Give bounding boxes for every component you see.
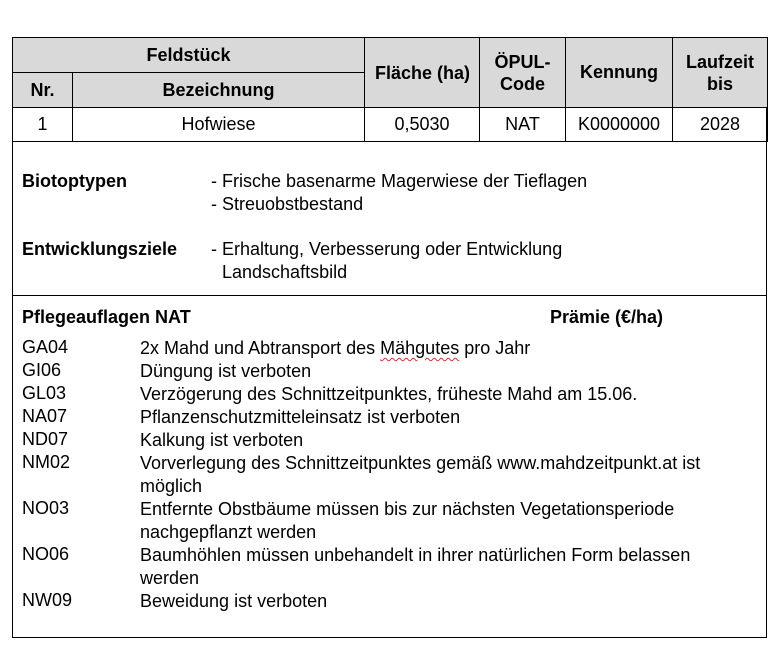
auflage-text: Beweidung ist verboten xyxy=(140,591,328,611)
auflage-code: ND07 xyxy=(22,429,69,449)
auflage-text: Düngung ist verboten xyxy=(140,361,312,381)
row-bezeichnung: Hofwiese xyxy=(73,108,365,142)
auflage-code: NW09 xyxy=(22,590,73,610)
auflage-text: Pflanzenschutzmitteleinsatz ist verboten xyxy=(140,407,461,427)
auflage-text: Baumhöhlen müssen unbehandelt in ihrer natürlichen Form belassen werden xyxy=(140,545,691,588)
biotop-section xyxy=(12,145,767,296)
feldstueck-table xyxy=(12,37,768,142)
table-row xyxy=(13,108,768,142)
auflage-text: Entfernte Obstbäume müssen bis zur nächsten Vegetationsperiode nachgepflanzt werden xyxy=(140,499,675,542)
biotop-item: - Frische basenarme Magerwiese der Tieflagen xyxy=(211,171,588,191)
row-opul-code: NAT xyxy=(480,108,566,142)
feldstueck-header: Feldstück xyxy=(13,38,365,73)
auflage-text: Verzögerung des Schnittzeitpunktes, früheste Mahd am 15.06. xyxy=(140,384,638,404)
nr-header: Nr. xyxy=(13,73,73,108)
laufzeit-header: Laufzeit bis xyxy=(673,38,768,108)
auflage-code: GA04 xyxy=(22,337,69,357)
row-nr: 1 xyxy=(13,108,73,142)
bezeichnung-header: Bezeichnung xyxy=(73,73,365,108)
pflegeauflagen-title: Pflegeauflagen NAT xyxy=(22,307,191,327)
auflage-text: Vorverlegung des Schnittzeitpunktes gemäß www.mahdzeitpunkt.at ist möglich xyxy=(140,453,701,496)
auflage-text: Kalkung ist verboten xyxy=(140,430,304,450)
auflage-code: NM02 xyxy=(22,452,71,472)
auflage-code: GL03 xyxy=(22,383,67,403)
entwicklungsziele-label: Entwicklungsziele xyxy=(22,239,178,259)
auflage-code: NO03 xyxy=(22,498,70,518)
auflage-code: NO06 xyxy=(22,544,70,564)
auflage-code: GI06 xyxy=(22,360,62,380)
opul-code-header: ÖPUL-Code xyxy=(480,38,566,108)
biotop-item: - Streuobstbestand xyxy=(211,194,364,214)
praemie-title: Prämie (€/ha) xyxy=(550,307,664,327)
auflage-code: NA07 xyxy=(22,406,68,426)
entwicklung-line: Landschaftsbild xyxy=(222,262,348,282)
kennung-header: Kennung xyxy=(566,38,673,108)
row-flaeche: 0,5030 xyxy=(365,108,480,142)
row-kennung: K0000000 xyxy=(566,108,673,142)
entwicklung-line: - Erhaltung, Verbesserung oder Entwicklung xyxy=(211,239,563,259)
biotoptypen-label: Biotoptypen xyxy=(22,171,127,191)
row-laufzeit: 2028 xyxy=(673,108,768,142)
flaeche-header: Fläche (ha) xyxy=(365,38,480,108)
auflage-text: 2x Mahd und Abtransport des Mähgutes pro Jahr xyxy=(140,338,531,358)
